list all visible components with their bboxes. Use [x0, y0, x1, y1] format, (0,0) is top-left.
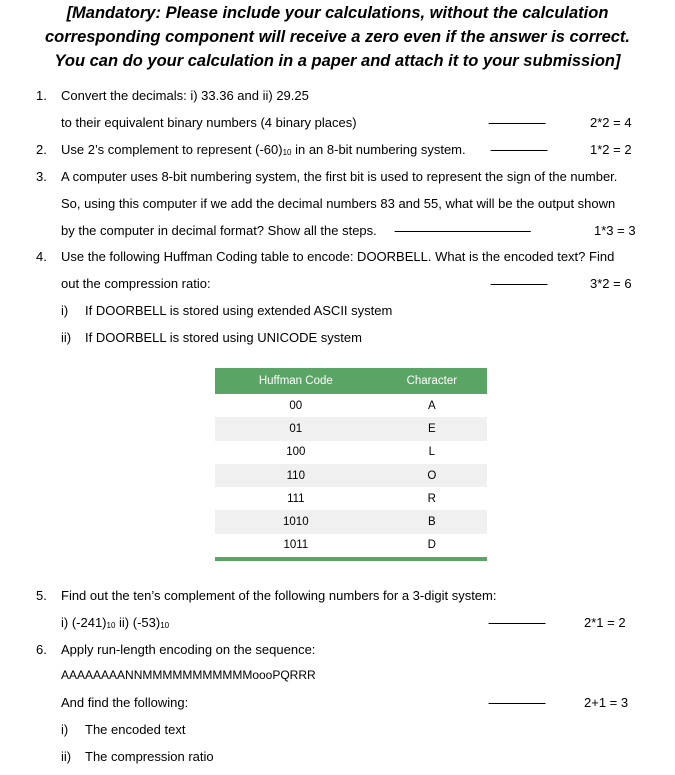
question-number: 1.	[36, 88, 47, 103]
question-text: by the computer in decimal format? Show all the steps.	[61, 223, 377, 238]
question-number: 3.	[36, 169, 47, 184]
marks: 2*1 = 2	[584, 615, 626, 630]
question-number: 4.	[36, 249, 47, 264]
character-cell: O	[377, 464, 487, 487]
huffman-code-cell: 100	[286, 446, 306, 459]
huffman-code-cell: 1010	[215, 510, 377, 533]
huffman-code-cell: 110	[215, 464, 377, 487]
huffman-code-cell: 00	[289, 399, 303, 412]
marks: 1*2 = 2	[590, 142, 632, 157]
question-parts: i) $(-241)_{10}$ ii) $(-53)_{10}$	[61, 615, 170, 630]
column-header-huffman-code: Huffman Code	[215, 368, 377, 394]
question-number: 6.	[36, 642, 47, 657]
character-cell: E	[377, 417, 487, 440]
question-text: Use the following Huffman Coding table to encode: DOORBELL. What is the encoded text? Find	[61, 249, 615, 264]
question-text: out the compression ratio:	[61, 276, 211, 291]
marks: 3*2 = 6	[590, 276, 632, 291]
instruction-line-3: You can do your calculation in a paper and attach it to your submission]	[54, 52, 621, 70]
rle-sequence: AAAAAAAANNMMMMMMMMMMMoooPQRRR	[61, 668, 316, 682]
sub-item-text: If DOORBELL is stored using extended ASCII system	[85, 303, 393, 318]
sub-item-label: i)	[61, 303, 69, 318]
question-text: Convert the decimals: i) 33.36 and ii) 29.25	[61, 88, 309, 103]
table-row	[215, 417, 487, 440]
table-row	[215, 441, 487, 464]
question-number: 2.	[36, 142, 47, 157]
sub-item-label: ii)	[61, 749, 72, 764]
column-header-character: Character	[377, 368, 487, 394]
huffman-code-cell: 1011	[215, 534, 377, 559]
dash-leader: ------------------------------------------------	[394, 223, 530, 238]
instruction-line-2: corresponding component will receive a zero even if the answer is correct.	[44, 28, 631, 46]
question-text: Use 2’s complement to represent $(-60)_{10}$ in an 8-bit numbering system.	[61, 142, 466, 157]
character-cell: R	[427, 492, 436, 505]
dash-leader: --------------------	[490, 276, 547, 291]
character-cell: B	[377, 510, 487, 533]
question-text: Find out the ten’s complement of the following numbers for a 3-digit system:	[61, 588, 497, 603]
sub-item-label: ii)	[61, 330, 72, 345]
table-row	[215, 394, 487, 417]
sub-item-label: i)	[61, 722, 69, 737]
question-text: So, using this computer if we add the decimal numbers 83 and 55, what will be the output shown	[61, 196, 616, 211]
character-cell: L	[428, 446, 436, 459]
table-header-row	[215, 368, 487, 394]
question-text: to their equivalent binary numbers (4 binary places)	[61, 115, 357, 130]
question-text: A computer uses 8-bit numbering system, the first bit is used to represent the sign of the number.	[61, 169, 618, 184]
huffman-code-cell: 111	[287, 492, 305, 505]
dash-leader: --------------------	[490, 142, 547, 157]
table-row	[215, 487, 487, 510]
instruction-line-1: [Mandatory: Please include your calculations, without the calculation	[66, 4, 609, 22]
question-text: And find the following:	[61, 695, 189, 710]
dash-leader: --------------------	[488, 615, 545, 630]
sub-item-text: If DOORBELL is stored using UNICODE system	[85, 330, 362, 345]
question-number: 5.	[36, 588, 47, 603]
marks: 1*3 = 3	[594, 223, 636, 238]
dash-leader: --------------------	[488, 695, 545, 710]
dash-leader: --------------------	[488, 115, 545, 130]
character-cell: D	[377, 534, 487, 559]
huffman-code-cell: 01	[215, 417, 377, 440]
sub-item-text: The encoded text	[85, 722, 186, 737]
character-cell: A	[427, 399, 436, 412]
marks: 2+1 = 3	[584, 695, 629, 710]
question-text: Apply run-length encoding on the sequence:	[61, 642, 316, 657]
huffman-table	[215, 368, 487, 561]
table-row	[215, 534, 487, 559]
sub-item-text: The compression ratio	[85, 749, 214, 764]
marks: 2*2 = 4	[590, 115, 632, 130]
table-row	[215, 464, 487, 487]
table-row	[215, 510, 487, 533]
